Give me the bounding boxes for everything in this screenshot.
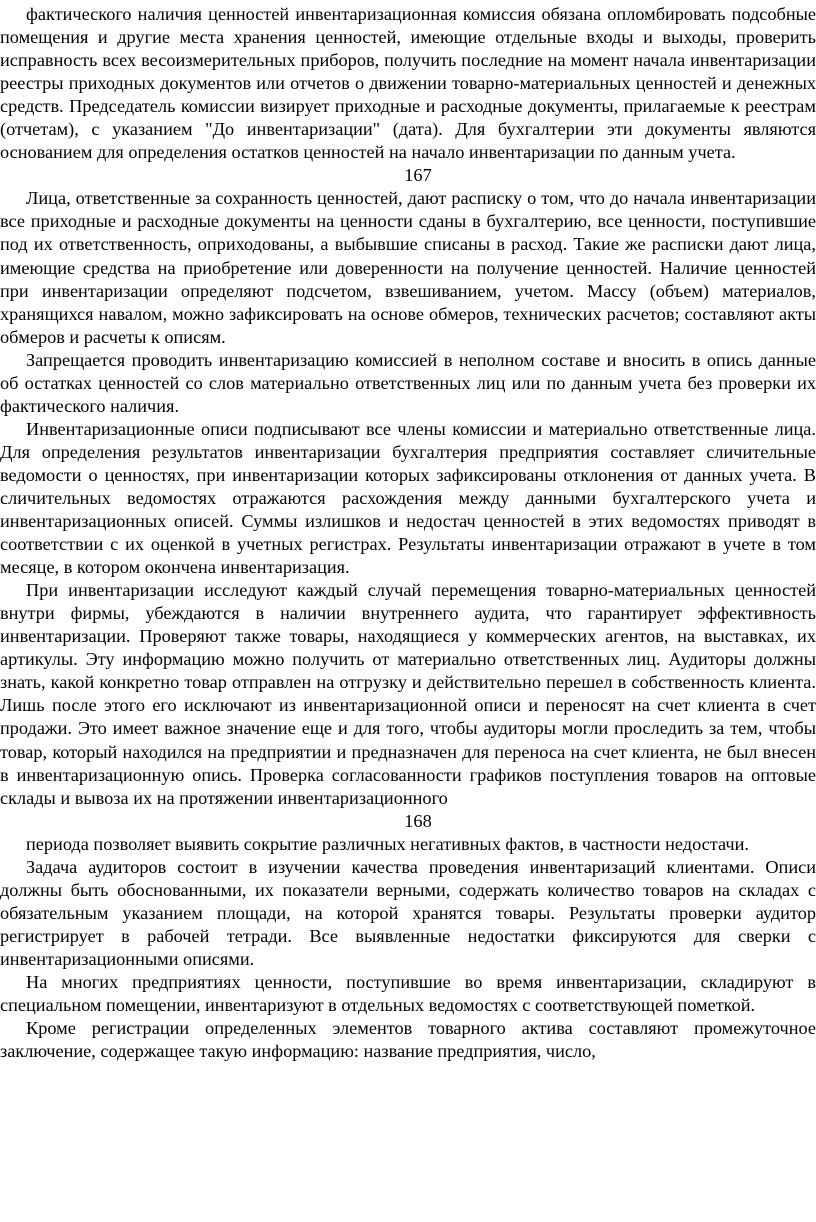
paragraph: Запрещается проводить инвентаризацию комиссией в неполном составе и вносить в опись данные об остатках ценностей со слов материально ответственных лиц или по данным учета без проверки их фактического наличия. bbox=[0, 349, 816, 416]
paragraph-continuation: фактического наличия ценностей инвентаризационная комиссия обязана опломбировать подсобные помещения и другие места хранения ценностей, имеющие отдельные входы и выходы, проверить исправность всех весоизмерительных приборов, получить последние на момент начала инвентаризации реестры приходных документов или отчетов о движении товарно-материальных ценностей и денежных средств. Председатель комиссии визирует приходные и расходные документы, прилагаемые к реестрам (отчетам), с указанием "До инвентаризации" (дата). Для бухгалтерии эти документы являются основанием для определения остатков ценностей на начало инвентаризации по данным учета. bbox=[0, 4, 816, 163]
paragraph: Задача аудиторов состоит в изучении качества проведения инвентаризаций клиентами. Описи должны быть обоснованными, их показатели верными, содержать количество товаров на складах с обязательным указанием площади, на которой хранятся товары. Результаты проверки аудитор регистрирует в рабочей тетради. Все выявленные недостатки фиксируются для сверки с инвентаризационными описями. bbox=[0, 856, 816, 969]
page-number: 168 bbox=[404, 810, 432, 831]
page-number: 167 bbox=[404, 165, 432, 186]
paragraph: Кроме регистрации определенных элементов товарного актива составляют промежуточное заключение, содержащее такую информацию: название предприятия, число, bbox=[0, 1018, 816, 1062]
paragraph: периода позволяет выявить сокрытие различных негативных фактов, в частности недостачи. bbox=[26, 833, 749, 854]
paragraph: На многих предприятиях ценности, поступившие во время инвентаризации, складируют в специальном помещении, инвентаризуют в отдельных ведомостях с соответствующей пометкой. bbox=[0, 971, 816, 1016]
paragraph: Инвентаризационные описи подписывают все члены комиссии и материально ответственные лица. Для определения результатов инвентаризации бухгалтерия предприятия составляет сличительные ведомости о ценностях, при инвентаризации которых зафиксированы отклонения от данных учета. В сличительных ведомостях отражаются расхождения между данными бухгалтерского учета и инвентаризационных описей. Суммы излишков и недостач ценностей в этих ведомостях приводят в соответствии с их оценкой в учетных регистрах. Результаты инвентаризации отражают в учете в том месяце, в котором окончена инвентаризация. bbox=[0, 418, 816, 578]
paragraph: Лица, ответственные за сохранность ценностей, дают расписку о том, что до начала инвентаризации все приходные и расходные документы на ценности сданы в бухгалтерию, все ценности, поступившие под их ответственность, оприходованы, а выбывшие списаны в расход. Такие же расписки дают лица, имеющие средства на приобретение или доверенности на получение ценностей. Наличие ценностей при инвентаризации определяют подсчетом, взвешиванием, учетом. Массу (объем) материалов, хранящихся навалом, можно зафиксировать на основе обмеров, технических расчетов; составляют акты обмеров и расчеты к описям. bbox=[0, 188, 816, 347]
paragraph: При инвентаризации исследуют каждый случай перемещения товарно-материальных ценностей внутри фирмы, убеждаются в наличии внутреннего аудита, что гарантирует эффективность инвентаризации. Проверяют также товары, находящиеся у коммерческих агентов, на выставках, их артикулы. Эту информацию можно получить от материально ответственных лиц. Аудиторы должны знать, какой конкретно товар отправлен на отгрузку и действительно перешел в собственность клиента. Лишь после этого его исключают из инвентаризационной описи и переносят на счет клиента в счет продажи. Это имеет важное значение еще и для того, чтобы аудиторы могли проследить за тем, чтобы товар, который находился на предприятии и предназначен для переноса на счет клиента, не был внесен в инвентаризационную опись. Проверка согласованности графиков поступления товаров на оптовые склады и вывоза их на протяжении инвентаризационного bbox=[0, 580, 816, 808]
